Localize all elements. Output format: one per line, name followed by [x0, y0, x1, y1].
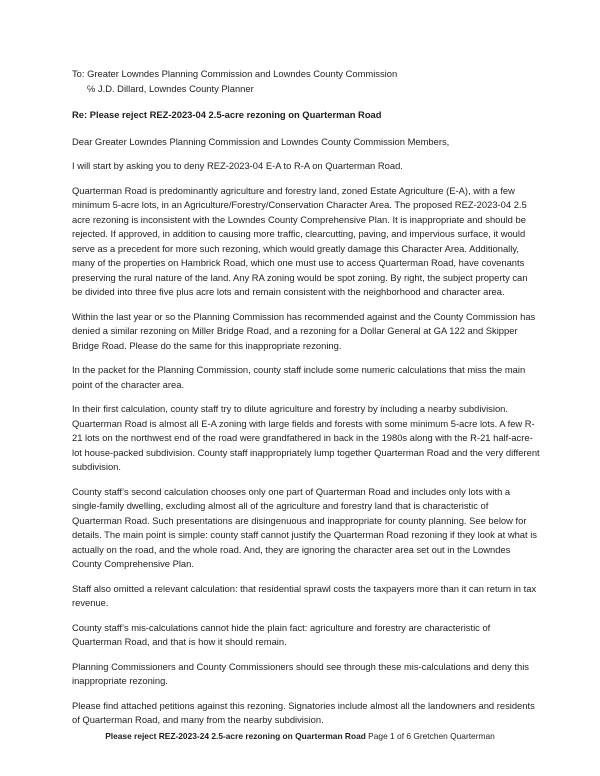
paragraph: Staff also omitted a relevant calculation: that residential sprawl costs the taxpayers more than it can return in tax revenue. — [72, 582, 537, 608]
address-block — [72, 67, 540, 96]
paragraph: Quarterman Road is predominantly agriculture and forestry land, zoned Estate Agriculture (E-A), with a few minimum 5-acre lots, in an Agriculture/Forestry/Conservation Character Area. The proposed REZ-2023-04 2.5 acre rezoning is inconsistent with the Lowndes County Comprehensive Plan. It is inappropriate and should be rejected. If approved, in addition to causing more traffic, clearcutting, paving, and impervious surface, it would serve as a precedent for more such rezoning, which would greatly damage this Character Area. Additionally, many of the properties on Hambrick Road, which one must use to access Quarterman Road, have covenants preserving the rural nature of the land. Any RA zoning would be spot zoning. By right, the subject property can be divided into three five plus acre lots and remain consistent with the neighborhood and character area. — [72, 184, 528, 297]
paragraph: Within the last year or so the Planning Commission has recommended against and the County Commission has denied a similar rezoning on Miller Bridge Road, and a rezoning for a Dollar General at GA 122 and Skipper Bridge Road. Please do the same for this inappropriate rezoning. — [72, 310, 536, 351]
subject-line: Re: Please reject REZ-2023-04 2.5-acre rezoning on Quarterman Road — [72, 109, 382, 120]
cc-line: ℅ J.D. Dillard, Lowndes County Planner — [87, 82, 254, 94]
paragraph: In their first calculation, county staff try to dilute agriculture and forestry by including a nearby subdivision. Quarterman Road is almost all E-A zoning with large fields and forests with some minimum 5-acre lots. A few R-21 lots on the northwest end of the road were grandfathered in back in the 1980s along with the R-21 half-acre-lot house-packed subdivision. County staff inappropriately lump together Quarterman Road and the very different subdivision. — [72, 403, 540, 472]
paragraph: Planning Commissioners and County Commissioners should see through these mis-calculations and deny this inappropriate rezoning. — [72, 660, 529, 686]
footer-title: Please reject REZ-2023-24 2.5-acre rezoning on Quarterman Road — [105, 731, 366, 741]
to-line: To: Greater Lowndes Planning Commission and Lowndes County Commission — [72, 68, 398, 79]
paragraph: Please find attached petitions against this rezoning. Signatories include almost all the landowners and residents of Quarterman Road, and many from the nearby subdivision. — [72, 699, 535, 725]
salutation: Dear Greater Lowndes Planning Commission and Lowndes County Commission Members, — [72, 135, 450, 147]
page-footer — [0, 730, 600, 742]
paragraph: County staff’s second calculation chooses only one part of Quarterman Road and includes only lots with a single-family dwelling, excluding almost all of the agriculture and forestry land that is characteristic of Quarterman Road. Such presentations are disingenuous and inappropriate for county planning. See below for details. The main point is simple: county staff cannot justify the Quarterman Road rezoning if they look at what is actually on the road, and the whole road. And, they are ignoring the character area set out in the Lowndes County Comprehensive Plan. — [72, 485, 537, 569]
paragraph: I will start by asking you to deny REZ-2023-04 E-A to R-A on Quarterman Road. — [72, 160, 403, 171]
paragraph: In the packet for the Planning Commission, county staff include some numeric calculations that miss the main point of the character area. — [72, 364, 526, 390]
footer-page-info: Page 1 of 6 Gretchen Quarterman — [368, 731, 495, 741]
paragraph: County staff’s mis-calculations cannot hide the plain fact: agriculture and forestry are characteristic of Quarterman Road, and that is how it should remain. — [72, 621, 491, 647]
